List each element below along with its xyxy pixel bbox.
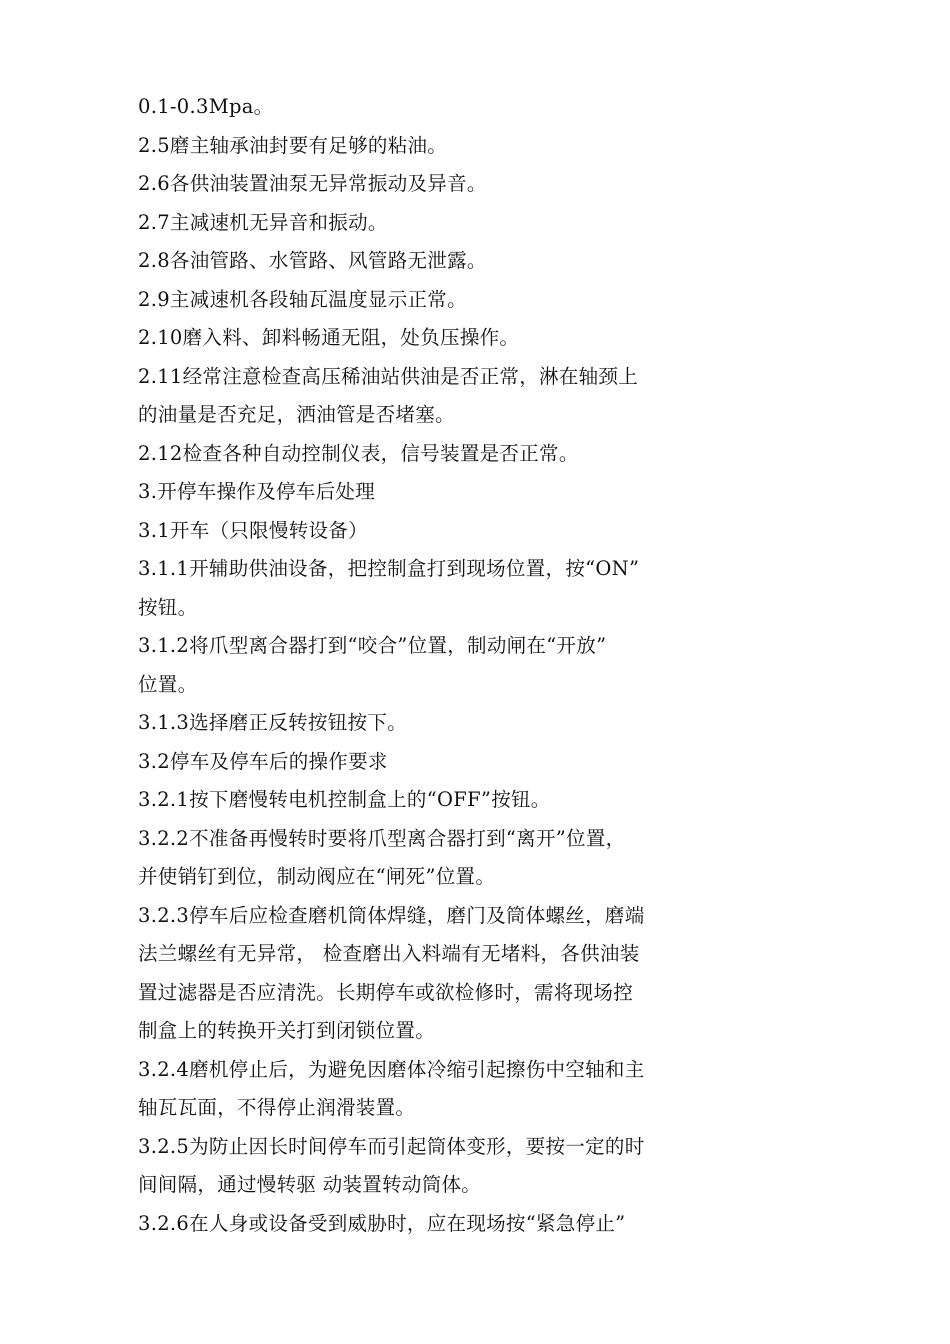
text-line: 3.1.3选择磨正反转按钮按下。 xyxy=(138,711,407,734)
text-line: 3.2.4磨机停止后，为避免因磨体冷缩引起擦伤中空轴和主 xyxy=(138,1057,645,1081)
text-line: 2.6各供油装置油泵无异常振动及异音。 xyxy=(138,172,487,195)
text-line: 2.11经常注意检查高压稀油站供油是否正常，淋在轴颈上 xyxy=(138,364,639,388)
text-line: 3.2.5为防止因长时间停车而引起筒体变形，要按一定的时 xyxy=(138,1134,645,1158)
subsection-heading: 3.2停车及停车后的操作要求 xyxy=(138,749,388,773)
text-line: 3.2.1按下磨慢转电机控制盒上的“OFF”按钮。 xyxy=(138,788,551,811)
text-line: 并使销钉到位，制动阀应在“闸死”位置。 xyxy=(138,865,496,888)
text-line: 3.2.3停车后应检查磨机筒体焊缝，磨门及筒体螺丝，磨端 xyxy=(138,903,645,927)
text-line: 3.1.2将爪型离合器打到“咬合”位置，制动闸在“开放” xyxy=(138,634,607,657)
text-line: 3.2.6在人身或设备受到威胁时，应在现场按“紧急停止” xyxy=(138,1211,626,1235)
text-line: 3.2.2不准备再慢转时要将爪型离合器打到“离开”位置， xyxy=(138,826,626,850)
section-heading: 3.开停车操作及停车后处理 xyxy=(138,480,376,503)
text-line: 的油量是否充足，洒油管是否堵塞。 xyxy=(138,403,455,426)
text-line: 2.9主减速机各段轴瓦温度显示正常。 xyxy=(138,287,467,311)
text-line: 3.1.1开辅助供油设备，把控制盒打到现场位置，按“ON” xyxy=(138,557,640,580)
subsection-heading: 3.1开车（只限慢转设备） xyxy=(138,518,368,542)
document-body xyxy=(138,88,728,1243)
text-line: 制盒上的转换开关打到闭锁位置。 xyxy=(138,1019,436,1042)
text-line: 2.8各油管路、水管路、风管路无泄露。 xyxy=(138,249,487,272)
text-line: 位置。 xyxy=(138,672,198,696)
text-line: 2.12检查各种自动控制仪表，信号装置是否正常。 xyxy=(138,441,579,465)
text-line: 法兰螺丝有无异常， 检查磨出入料端有无堵料，各供油装 xyxy=(138,942,640,965)
text-line: 2.5磨主轴承油封要有足够的粘油。 xyxy=(138,133,448,157)
text-line: 2.7主减速机无异音和振动。 xyxy=(138,210,388,234)
text-line: 按钮。 xyxy=(138,595,198,619)
text-line: 0.1-0.3Mpa。 xyxy=(138,95,274,118)
text-line: 置过滤器是否应清洗。长期停车或欲检修时，需将现场控 xyxy=(138,980,634,1004)
text-line: 2.10磨入料、卸料畅通无阻，处负压操作。 xyxy=(138,326,520,349)
text-line: 间间隔，通过慢转驱 动装置转动筒体。 xyxy=(138,1173,482,1196)
text-line: 轴瓦瓦面，不得停止润滑装置。 xyxy=(138,1096,416,1119)
